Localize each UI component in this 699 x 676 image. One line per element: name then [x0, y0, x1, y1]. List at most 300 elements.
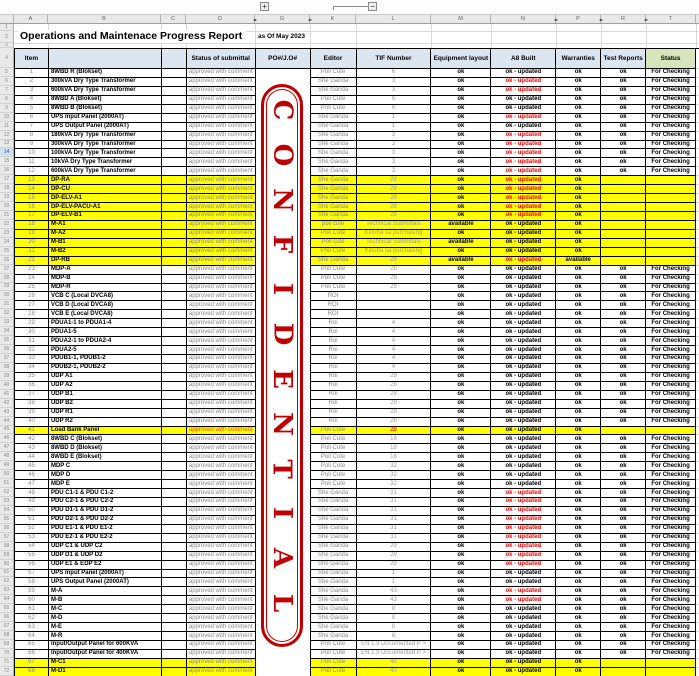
cell-equipment-layout[interactable]: ok [431, 132, 491, 141]
cell-item[interactable]: 67 [15, 659, 49, 668]
cell-status[interactable]: For Checking [646, 435, 696, 444]
cell-warranties[interactable]: ok [556, 364, 601, 373]
cell-equipment-layout[interactable]: ok [431, 650, 491, 659]
cell-equipment-layout[interactable]: ok [431, 596, 491, 605]
row-header-14[interactable]: 14 [0, 148, 13, 157]
cell-as-built[interactable]: ok - updated [491, 123, 556, 132]
cell-item[interactable]: 24 [15, 275, 49, 284]
cell-item[interactable]: 52 [15, 525, 49, 534]
cell-spacer[interactable] [162, 525, 187, 534]
cell-test-reports[interactable] [601, 212, 646, 221]
cell-equipment-layout[interactable]: ok [431, 355, 491, 364]
cell-status[interactable]: For Checking [646, 123, 696, 132]
row-header-27[interactable]: 27 [0, 265, 13, 274]
row-header-25[interactable]: 25 [0, 247, 13, 256]
cell-equipment-layout[interactable]: ok [431, 427, 491, 436]
column-headers[interactable] [0, 14, 699, 24]
cell-tif-number[interactable] [357, 292, 432, 301]
cell-po-number[interactable] [256, 435, 311, 444]
cell-test-reports[interactable]: ok [601, 570, 646, 579]
cell-tif-number[interactable]: 3 [357, 87, 432, 96]
column-header-cell-blank[interactable] [49, 49, 162, 69]
cell-spacer[interactable] [162, 373, 187, 382]
cell-status[interactable]: For Checking [646, 418, 696, 427]
cell-tif-number[interactable]: 28 [357, 382, 432, 391]
cell-item[interactable]: 64 [15, 632, 49, 641]
cell-as-built[interactable]: ok - updated [491, 427, 556, 436]
cell-po-number[interactable] [256, 596, 311, 605]
cell-spacer[interactable] [162, 346, 187, 355]
cell-equipment[interactable]: 8WBD C (Blokset) [49, 435, 162, 444]
cell-spacer[interactable] [162, 570, 187, 579]
cell-tif-number[interactable] [357, 310, 432, 319]
cell-as-built[interactable]: ok - updated [491, 337, 556, 346]
cell-as-built[interactable]: ok - updated [491, 650, 556, 659]
cell-submittal-status[interactable]: approved with comment [187, 427, 256, 436]
cell-status[interactable]: For Checking [646, 328, 696, 337]
cell-submittal-status[interactable]: approved with comment [187, 230, 256, 239]
row-header-30[interactable]: 30 [0, 291, 13, 300]
row-header-38[interactable]: 38 [0, 363, 13, 372]
cell-equipment-layout[interactable]: ok [431, 435, 491, 444]
cell-submittal-status[interactable]: approved with comment [187, 114, 256, 123]
cell-item[interactable]: 30 [15, 328, 49, 337]
cell-submittal-status[interactable]: approved with comment [187, 257, 256, 266]
row-header-69[interactable]: 69 [0, 640, 13, 649]
cell-as-built[interactable]: ok - updated [491, 462, 556, 471]
cell-tif-number[interactable]: Kinuha sa purchasing [357, 230, 432, 239]
cell-po-number[interactable] [256, 275, 311, 284]
cell-test-reports[interactable] [601, 668, 646, 676]
cell-test-reports[interactable]: ok [601, 418, 646, 427]
cell-submittal-status[interactable]: approved with comment [187, 561, 256, 570]
cell-tif-number[interactable]: 31 [357, 489, 432, 498]
cell-editor[interactable]: She Ganda [311, 614, 357, 623]
cell-test-reports[interactable] [601, 427, 646, 436]
cell-editor[interactable]: She Ganda [311, 507, 357, 516]
cell-item[interactable]: 22 [15, 257, 49, 266]
cell-as-built[interactable]: ok - updated [491, 194, 556, 203]
cell-as-built[interactable]: ok - updated [491, 114, 556, 123]
cell-spacer[interactable] [162, 212, 187, 221]
cell-po-number[interactable] [256, 105, 311, 114]
cell-tif-number[interactable]: 40 [357, 668, 432, 676]
cell-po-number[interactable] [256, 373, 311, 382]
cell-equipment[interactable]: UDP R1 [49, 409, 162, 418]
cell-editor[interactable]: She Ganda [311, 596, 357, 605]
cell-editor[interactable]: Roi [311, 400, 357, 409]
cell-spacer[interactable] [162, 149, 187, 158]
cell-equipment-layout[interactable]: ok [431, 275, 491, 284]
row-header-10[interactable]: 10 [0, 113, 13, 122]
row-header-15[interactable]: 15 [0, 157, 13, 166]
cell-po-number[interactable] [256, 632, 311, 641]
cell-test-reports[interactable]: ok [601, 292, 646, 301]
cell-status[interactable]: For Checking [646, 400, 696, 409]
cell-item[interactable]: 13 [15, 176, 49, 185]
cell-as-built[interactable]: ok - updated [491, 525, 556, 534]
cell-test-reports[interactable] [601, 230, 646, 239]
cell-status[interactable]: For Checking [646, 141, 696, 150]
row-header-8[interactable]: 8 [0, 95, 13, 104]
cell-po-number[interactable] [256, 257, 311, 266]
cell-as-built[interactable]: ok - updated [491, 275, 556, 284]
cell-warranties[interactable]: ok [556, 552, 601, 561]
cell-submittal-status[interactable]: approved with comment [187, 668, 256, 676]
row-header-39[interactable]: 39 [0, 372, 13, 381]
cell-submittal-status[interactable]: approved with comment [187, 596, 256, 605]
cell-test-reports[interactable]: ok [601, 516, 646, 525]
cell-tif-number[interactable]: 4 [357, 337, 432, 346]
cell-status[interactable]: For Checking [646, 462, 696, 471]
cell-equipment[interactable]: DP-RB [49, 257, 162, 266]
cell-po-number[interactable] [256, 239, 311, 248]
cell-status[interactable]: For Checking [646, 650, 696, 659]
cell-equipment[interactable]: PDUB1-1, PDUB1-2 [49, 355, 162, 364]
cell-po-number[interactable] [256, 427, 311, 436]
row-header-1[interactable]: 1 [0, 24, 13, 31]
cell-status[interactable] [646, 185, 696, 194]
cell-editor[interactable]: Roi [311, 355, 357, 364]
cell-warranties[interactable]: ok [556, 534, 601, 543]
cell-tif-number[interactable]: 28 [357, 185, 432, 194]
cell-po-number[interactable] [256, 382, 311, 391]
cell-item[interactable]: 60 [15, 596, 49, 605]
cell-spacer[interactable] [162, 400, 187, 409]
cell-spacer[interactable] [162, 87, 187, 96]
cell-editor[interactable]: She Ganda [311, 570, 357, 579]
cell-test-reports[interactable]: ok [601, 337, 646, 346]
cell-warranties[interactable]: ok [556, 561, 601, 570]
cell-tif-number[interactable]: 31 [357, 507, 432, 516]
cell-spacer[interactable] [162, 96, 187, 105]
cell-equipment[interactable]: M-D [49, 614, 162, 623]
cell-test-reports[interactable]: ok [601, 355, 646, 364]
cell-warranties[interactable]: available [556, 257, 601, 266]
cell-warranties[interactable]: ok [556, 284, 601, 293]
cell-test-reports[interactable] [601, 239, 646, 248]
cell-po-number[interactable] [256, 614, 311, 623]
cell-po-number[interactable] [256, 185, 311, 194]
cell-as-built[interactable]: ok - updated [491, 87, 556, 96]
cell-status[interactable]: For Checking [646, 587, 696, 596]
row-header-51[interactable]: 51 [0, 479, 13, 488]
row-header-64[interactable]: 64 [0, 595, 13, 604]
cell-spacer[interactable] [162, 167, 187, 176]
cell-equipment[interactable]: PDUA1-1 to PDUA1-4 [49, 319, 162, 328]
cell-equipment[interactable]: UPS Input Panel (2000AT) [49, 570, 162, 579]
cell-spacer[interactable] [162, 659, 187, 668]
cell-item[interactable]: 38 [15, 400, 49, 409]
cell-status[interactable]: For Checking [646, 596, 696, 605]
cell-test-reports[interactable]: ok [601, 471, 646, 480]
cell-submittal-status[interactable]: approved with comment [187, 87, 256, 96]
cell-equipment-layout[interactable]: available [431, 221, 491, 230]
cell-as-built[interactable]: ok - updated [491, 167, 556, 176]
cell-tif-number[interactable]: 8 [357, 605, 432, 614]
cell-po-number[interactable] [256, 158, 311, 167]
row-header-42[interactable]: 42 [0, 399, 13, 408]
cell-status[interactable] [646, 257, 696, 266]
cell-equipment[interactable]: DP-ELV-PACU-A1 [49, 203, 162, 212]
cell-as-built[interactable]: ok - updated [491, 489, 556, 498]
cell-item[interactable]: 42 [15, 435, 49, 444]
cell-submittal-status[interactable]: approved with comment [187, 534, 256, 543]
cell-spacer[interactable] [162, 534, 187, 543]
cell-equipment-layout[interactable]: ok [431, 534, 491, 543]
row-header-32[interactable]: 32 [0, 309, 13, 318]
cell-warranties[interactable]: ok [556, 87, 601, 96]
cell-editor[interactable]: Poli Cute [311, 444, 357, 453]
cell-po-number[interactable] [256, 400, 311, 409]
cell-equipment[interactable]: DP-CU [49, 185, 162, 194]
cell-warranties[interactable]: ok [556, 96, 601, 105]
cell-submittal-status[interactable]: approved with comment [187, 498, 256, 507]
cell-as-built[interactable]: ok - updated [491, 364, 556, 373]
cell-equipment-layout[interactable]: ok [431, 185, 491, 194]
cell-item[interactable]: 53 [15, 534, 49, 543]
row-header-17[interactable]: 17 [0, 175, 13, 184]
row-header-22[interactable]: 22 [0, 220, 13, 229]
cell-po-number[interactable] [256, 462, 311, 471]
cell-item[interactable]: 28 [15, 310, 49, 319]
cell-editor[interactable]: Poli Cute [311, 248, 357, 257]
cell-spacer[interactable] [162, 614, 187, 623]
cell-test-reports[interactable] [601, 248, 646, 257]
cell-warranties[interactable]: ok [556, 123, 601, 132]
cell-item[interactable]: 32 [15, 346, 49, 355]
cell-equipment-layout[interactable]: ok [431, 141, 491, 150]
cell-tif-number[interactable]: 3 [357, 78, 432, 87]
cell-equipment-layout[interactable]: ok [431, 266, 491, 275]
cell-item[interactable]: 68 [15, 668, 49, 676]
cell-equipment[interactable]: PDUA2-5 [49, 346, 162, 355]
cell-warranties[interactable]: ok [556, 570, 601, 579]
cell-spacer[interactable] [162, 453, 187, 462]
row-header-72[interactable]: 72 [0, 667, 13, 676]
cell-test-reports[interactable]: ok [601, 87, 646, 96]
cell-equipment-layout[interactable]: ok [431, 605, 491, 614]
row-header-19[interactable]: 19 [0, 193, 13, 202]
cell-test-reports[interactable] [601, 203, 646, 212]
cell-test-reports[interactable]: ok [601, 552, 646, 561]
cell-spacer[interactable] [162, 69, 187, 78]
cell-item[interactable]: 43 [15, 444, 49, 453]
cell-item[interactable]: 17 [15, 212, 49, 221]
cell-tif-number[interactable]: Technical Submittals [357, 221, 432, 230]
cell-as-built[interactable]: ok - updated [491, 301, 556, 310]
cell-as-built[interactable]: ok - updated [491, 552, 556, 561]
cell-equipment-layout[interactable]: ok [431, 418, 491, 427]
cell-status[interactable]: For Checking [646, 552, 696, 561]
cell-test-reports[interactable] [601, 185, 646, 194]
cell-equipment[interactable]: PDU E1-1 & PDU E1-2 [49, 525, 162, 534]
cell-equipment[interactable]: PDU C1-1 & PDU C1-2 [49, 489, 162, 498]
cell-po-number[interactable] [256, 141, 311, 150]
cell-editor[interactable]: She Ganda [311, 212, 357, 221]
cell-editor[interactable]: She Ganda [311, 561, 357, 570]
cell-equipment[interactable]: 300kVA Dry Type Transformer [49, 78, 162, 87]
cell-test-reports[interactable]: ok [601, 364, 646, 373]
cell-equipment[interactable]: M-R [49, 632, 162, 641]
cell-item[interactable]: 18 [15, 221, 49, 230]
cell-test-reports[interactable] [601, 194, 646, 203]
row-header-13[interactable]: 13 [0, 140, 13, 149]
row-headers[interactable] [0, 24, 14, 676]
cell-equipment[interactable]: Input/Output Panel for 600KVA [49, 641, 162, 650]
cell-equipment-layout[interactable]: ok [431, 149, 491, 158]
cell-test-reports[interactable]: ok [601, 310, 646, 319]
cell-equipment[interactable]: MDP-B [49, 275, 162, 284]
cell-tif-number[interactable]: 32 [357, 471, 432, 480]
cell-submittal-status[interactable]: approved with comment [187, 435, 256, 444]
cell-spacer[interactable] [162, 248, 187, 257]
cell-tif-number[interactable]: 31 [357, 534, 432, 543]
cell-warranties[interactable]: ok [556, 239, 601, 248]
sheet-top-rows[interactable] [14, 24, 699, 48]
cell-equipment[interactable]: 600kVA Dry Type Transformer [49, 167, 162, 176]
cell-equipment[interactable]: M-A2 [49, 230, 162, 239]
row-header-40[interactable]: 40 [0, 381, 13, 390]
cell-status[interactable]: For Checking [646, 310, 696, 319]
cell-test-reports[interactable]: ok [601, 444, 646, 453]
cell-po-number[interactable] [256, 319, 311, 328]
cell-spacer[interactable] [162, 561, 187, 570]
cell-as-built[interactable]: ok - updated [491, 185, 556, 194]
cell-po-number[interactable] [256, 623, 311, 632]
cell-item[interactable]: 10 [15, 149, 49, 158]
cell-equipment[interactable]: M-A1 [49, 221, 162, 230]
cell-as-built[interactable]: ok - updated [491, 149, 556, 158]
cell-test-reports[interactable]: ok [601, 498, 646, 507]
cell-spacer[interactable] [162, 266, 187, 275]
cell-as-built[interactable]: ok - updated [491, 409, 556, 418]
cell-test-reports[interactable]: ok [601, 301, 646, 310]
cell-as-built[interactable]: ok - updated [491, 480, 556, 489]
cell-as-built[interactable]: ok - updated [491, 453, 556, 462]
cell-as-built[interactable]: ok - updated [491, 534, 556, 543]
cell-spacer[interactable] [162, 176, 187, 185]
cell-status[interactable]: For Checking [646, 87, 696, 96]
cell-editor[interactable]: Roi [311, 391, 357, 400]
cell-po-number[interactable] [256, 230, 311, 239]
cell-as-built[interactable]: ok - updated [491, 543, 556, 552]
row-header-56[interactable]: 56 [0, 524, 13, 533]
cell-warranties[interactable]: ok [556, 149, 601, 158]
cell-status[interactable]: For Checking [646, 409, 696, 418]
cell-warranties[interactable]: ok [556, 301, 601, 310]
cell-editor[interactable]: Poli cute [311, 239, 357, 248]
cell-editor[interactable]: Roi [311, 337, 357, 346]
row-header-53[interactable]: 53 [0, 497, 13, 506]
cell-warranties[interactable]: ok [556, 158, 601, 167]
cell-item[interactable]: 54 [15, 543, 49, 552]
cell-test-reports[interactable]: ok [601, 409, 646, 418]
cell-editor[interactable]: Poli Cute [311, 230, 357, 239]
column-header-cell-po-j-o-[interactable]: PO#/J.O# [256, 49, 311, 69]
cell-tif-number[interactable]: 40 [357, 659, 432, 668]
cell-spacer[interactable] [162, 132, 187, 141]
row-header-29[interactable]: 29 [0, 283, 13, 292]
cell-equipment-layout[interactable]: ok [431, 543, 491, 552]
cell-spacer[interactable] [162, 641, 187, 650]
cell-warranties[interactable]: ok [556, 221, 601, 230]
cell-warranties[interactable]: ok [556, 319, 601, 328]
cell-tif-number[interactable]: 28 [357, 400, 432, 409]
cell-spacer[interactable] [162, 516, 187, 525]
cell-warranties[interactable]: ok [556, 578, 601, 587]
cell-item[interactable]: 58 [15, 578, 49, 587]
cell-editor[interactable]: Poli Cute [311, 650, 357, 659]
cell-item[interactable]: 36 [15, 382, 49, 391]
cell-status[interactable] [646, 194, 696, 203]
cell-editor[interactable]: Poli Cute [311, 266, 357, 275]
column-header-cell-a8-built[interactable]: A8 Built [491, 49, 556, 69]
cell-submittal-status[interactable]: approved with comment [187, 578, 256, 587]
cell-spacer[interactable] [162, 141, 187, 150]
cell-tif-number[interactable]: 3 [357, 149, 432, 158]
cell-equipment[interactable]: 8WBD E (Blokset) [49, 453, 162, 462]
cell-po-number[interactable] [256, 78, 311, 87]
cell-warranties[interactable]: ok [556, 230, 601, 239]
cell-tif-number[interactable]: 28 [357, 203, 432, 212]
cell-spacer[interactable] [162, 489, 187, 498]
cell-editor[interactable]: Poli Cute [311, 471, 357, 480]
cell-equipment[interactable]: UPS Output Panel (2000AT) [49, 123, 162, 132]
cell-spacer[interactable] [162, 78, 187, 87]
cell-submittal-status[interactable]: approved with comment [187, 248, 256, 257]
row-header-60[interactable]: 60 [0, 560, 13, 569]
cell-status[interactable]: For Checking [646, 364, 696, 373]
cell-submittal-status[interactable]: approved with comment [187, 480, 256, 489]
cell-po-number[interactable] [256, 480, 311, 489]
cell-warranties[interactable]: ok [556, 498, 601, 507]
cell-editor[interactable]: Poli Cute [311, 69, 357, 78]
cell-editor[interactable]: Poli Cute [311, 96, 357, 105]
cell-equipment[interactable]: M-B2 [49, 248, 162, 257]
cell-as-built[interactable]: ok - updated [491, 69, 556, 78]
row-header-43[interactable]: 43 [0, 408, 13, 417]
cell-spacer[interactable] [162, 185, 187, 194]
cell-equipment-layout[interactable]: ok [431, 203, 491, 212]
cell-equipment[interactable]: DP-RA [49, 176, 162, 185]
cell-test-reports[interactable]: ok [601, 391, 646, 400]
cell-item[interactable]: 33 [15, 355, 49, 364]
row-header-3[interactable]: 3 [0, 43, 13, 48]
cell-item[interactable]: 45 [15, 462, 49, 471]
cell-tif-number[interactable]: 28 [357, 266, 432, 275]
row-header-59[interactable]: 59 [0, 551, 13, 560]
cell-editor[interactable]: Poli Cute [311, 275, 357, 284]
cell-item[interactable]: 51 [15, 516, 49, 525]
cell-test-reports[interactable]: ok [601, 596, 646, 605]
cell-status[interactable]: For Checking [646, 516, 696, 525]
cell-status[interactable]: For Checking [646, 444, 696, 453]
cell-item[interactable]: 14 [15, 185, 49, 194]
cell-warranties[interactable]: ok [556, 453, 601, 462]
cell-status[interactable]: For Checking [646, 105, 696, 114]
cell-po-number[interactable] [256, 114, 311, 123]
cell-po-number[interactable] [256, 418, 311, 427]
cell-equipment-layout[interactable]: ok [431, 462, 491, 471]
cell-editor[interactable]: She Ganda [311, 185, 357, 194]
cell-equipment[interactable]: PDU D2-1 & PDU D2-2 [49, 516, 162, 525]
cell-submittal-status[interactable]: approved with comment [187, 239, 256, 248]
cell-as-built[interactable]: ok - updated [491, 319, 556, 328]
cell-equipment-layout[interactable]: ok [431, 301, 491, 310]
cell-test-reports[interactable]: ok [601, 525, 646, 534]
cell-equipment-layout[interactable]: ok [431, 319, 491, 328]
